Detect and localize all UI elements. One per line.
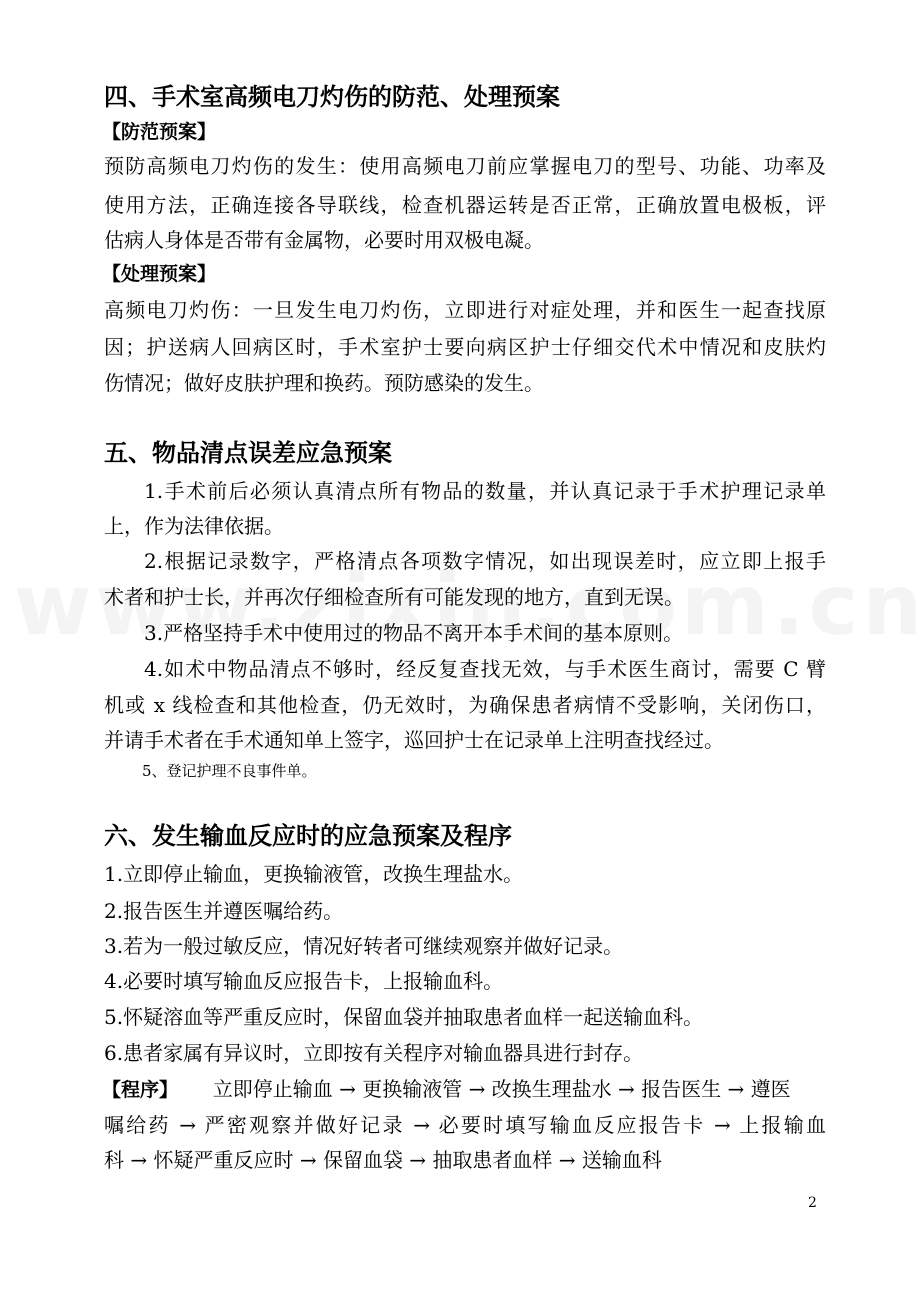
section-5-line: 上，作为法律依据。 xyxy=(104,514,284,538)
section-6-item: 1.立即停止输血，更换输液管，改换生理盐水。 xyxy=(104,862,524,886)
section-6-item: 4.必要时填写输血反应报告卡，上报输血科。 xyxy=(104,969,504,993)
handling-line: 因；护送病人回病区时，手术室护士要向病区护士仔细交代术中情况和皮肤灼 xyxy=(104,335,826,359)
prevention-line: 预防高频电刀灼伤的发生：使用高频电刀前应掌握电刀的型号、功能、功率及 xyxy=(104,154,826,178)
program-line-first xyxy=(102,1075,791,1104)
section-5-line: 3.严格坚持手术中使用过的物品不离开本手术间的基本原则。 xyxy=(144,621,684,645)
section-6-item: 6.患者家属有异议时，立即按有关程序对输血器具进行封存。 xyxy=(104,1041,644,1065)
section-5-title: 五、物品清点误差应急预案 xyxy=(104,439,392,467)
section-6-title: 六、发生输血反应时的应急预案及程序 xyxy=(104,822,512,850)
section-4-title: 四、手术室高频电刀灼伤的防范、处理预案 xyxy=(104,83,560,111)
section-6-item: 3.若为一般过敏反应，情况好转者可继续观察并做好记录。 xyxy=(104,934,624,958)
prevention-line: 估病人身体是否带有金属物，必要时用双极电凝。 xyxy=(104,228,544,252)
program-line: 科 → 怀疑严重反应时 → 保留血袋 → 抽取患者血样 → 送输血科 xyxy=(104,1148,662,1172)
section-5-line: 1.手术前后必须认真清点所有物品的数量，并认真记录于手术护理记录单 xyxy=(144,479,826,503)
section-5-line: 术者和护士长，并再次仔细检查所有可能发现的地方，直到无误。 xyxy=(104,585,684,609)
section-5-line: 4.如术中物品清点不够时，经反复查找无效，与手术医生商讨，需要 C 臂 xyxy=(144,657,826,681)
handling-line: 高频电刀灼伤：一旦发生电刀灼伤，立即进行对症处理，并和医生一起查找原 xyxy=(104,298,826,322)
prevention-heading: 【防范预案】 xyxy=(102,121,217,143)
handling-heading: 【处理预案】 xyxy=(102,263,217,285)
section-5-line: 机或 x 线检查和其他检查，仍无效时，为确保患者病情不受影响，关闭伤口， xyxy=(104,693,826,717)
program-line: 嘱给药 → 严密观察并做好记录 → 必要时填写输血反应报告卡 → 上报输血 xyxy=(104,1113,826,1137)
section-5-line: 5、登记护理不良事件单。 xyxy=(142,762,317,780)
section-5-line: 2.根据记录数字，严格清点各项数字情况，如出现误差时，应立即上报手 xyxy=(144,549,826,573)
section-6-item: 5.怀疑溶血等严重反应时，保留血袋并抽取患者血样一起送输血科。 xyxy=(104,1005,704,1029)
page-number: 2 xyxy=(808,1195,817,1211)
section-6-item: 2.报告医生并遵医嘱给药。 xyxy=(104,899,344,923)
prevention-line: 使用方法，正确连接各导联线，检查机器运转是否正常，正确放置电极板，评 xyxy=(104,193,826,217)
handling-line: 伤情况；做好皮肤护理和换药。预防感染的发生。 xyxy=(104,371,544,395)
section-5-line: 并请手术者在手术通知单上签字，巡回护士在记录单上注明查找经过。 xyxy=(104,728,724,752)
program-label: 【程序】 xyxy=(102,1079,179,1101)
program-line: 立即停止输血 → 更换输液管 → 改换生理盐水 → 报告医生 → 遵医 xyxy=(212,1077,791,1101)
